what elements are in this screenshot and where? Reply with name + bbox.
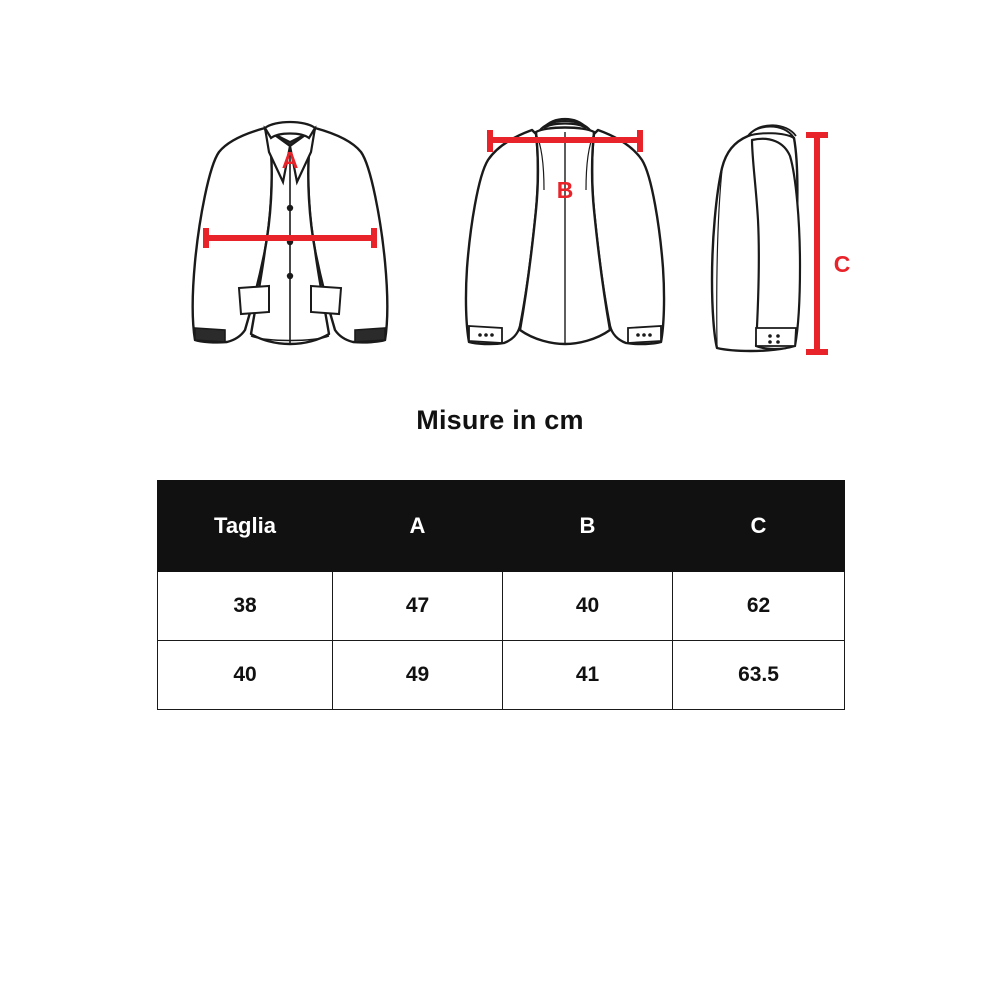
cell-c: 62 xyxy=(673,572,845,641)
cell-b: 40 xyxy=(503,572,673,641)
cell-size: 40 xyxy=(158,641,333,710)
measurement-units-caption: Misure in cm xyxy=(416,405,584,435)
column-header-a: A xyxy=(333,481,503,572)
measure-arrow-c xyxy=(806,135,828,352)
column-header-c: C xyxy=(673,481,845,572)
cell-c: 63.5 xyxy=(673,641,845,710)
measure-label-c-text: C xyxy=(833,251,851,277)
cell-size: 38 xyxy=(158,572,333,641)
back-view-illustration xyxy=(440,90,690,380)
measure-label-a-text: A xyxy=(281,147,299,173)
table-header-row xyxy=(158,481,845,572)
cell-a: 47 xyxy=(333,572,503,641)
size-table-body xyxy=(158,572,845,710)
table-row xyxy=(158,641,845,710)
jacket-side-drawing xyxy=(712,125,800,351)
side-view-illustration xyxy=(690,90,880,380)
jacket-back-drawing xyxy=(466,119,664,344)
garment-illustrations xyxy=(0,90,1000,380)
cell-a: 49 xyxy=(333,641,503,710)
column-header-b: B xyxy=(503,481,673,572)
measure-label-b-text: B xyxy=(556,177,574,203)
size-table xyxy=(157,480,845,710)
table-row xyxy=(158,572,845,641)
size-table-head xyxy=(158,481,845,572)
front-view-illustration xyxy=(165,90,415,380)
cell-b: 41 xyxy=(503,641,673,710)
column-header-taglia: Taglia xyxy=(158,481,333,572)
